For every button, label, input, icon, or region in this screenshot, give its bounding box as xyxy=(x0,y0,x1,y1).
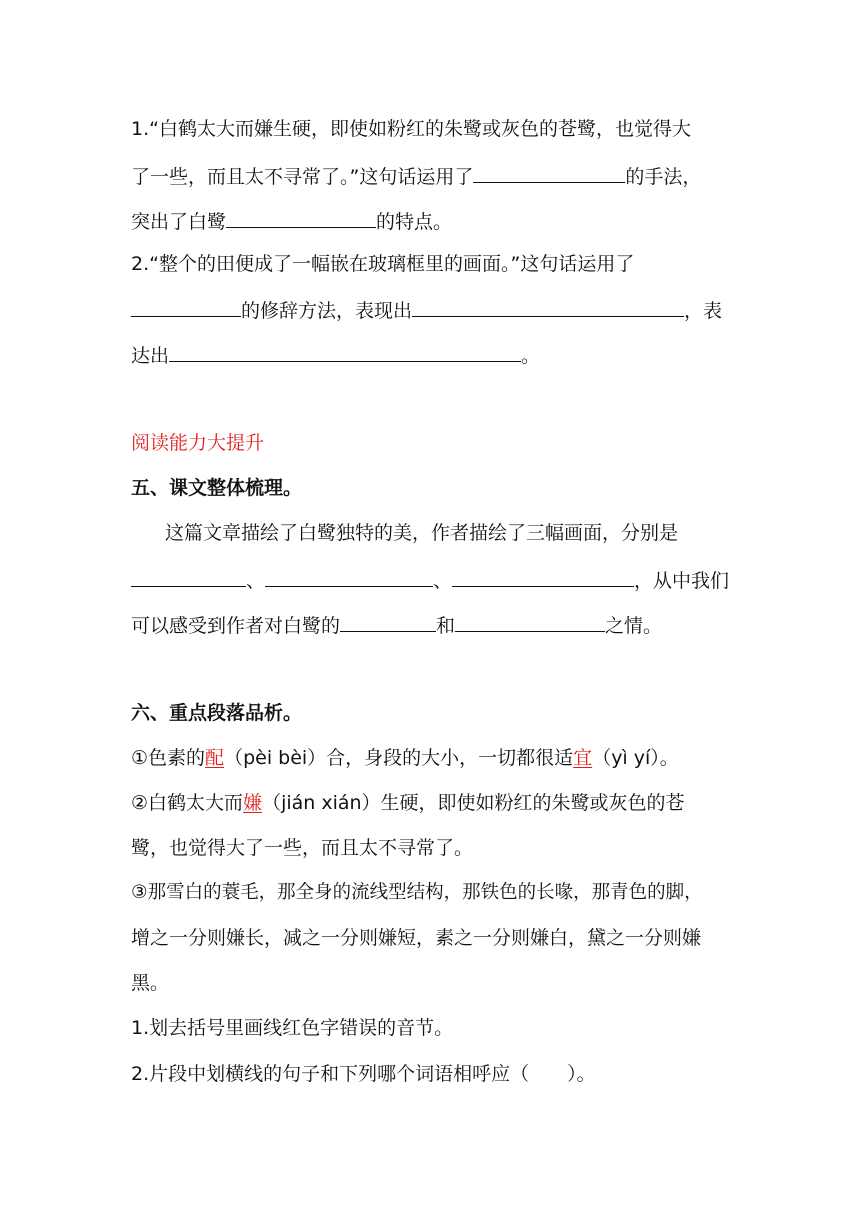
q5-line3-and: 和 xyxy=(436,615,456,637)
q6-para3-line3: 黑。 xyxy=(131,972,170,994)
q6-para2-text-a: ②白鹤太大而 xyxy=(131,792,244,814)
answer-blank-expresses[interactable] xyxy=(169,341,521,362)
q6-para2-line2: 鹭，也觉得大了一些，而且太不寻常了。 xyxy=(131,837,474,859)
q4-item2-line2-end: ，表 xyxy=(684,300,723,322)
answer-blank-scene1[interactable] xyxy=(131,566,246,587)
answer-blank-feeling1[interactable] xyxy=(340,611,436,632)
answer-blank-scene3[interactable] xyxy=(452,566,634,587)
q5-title: 五、课文整体梳理。 xyxy=(131,477,303,499)
q6-question1: 1.划去括号里画线红色字错误的音节。 xyxy=(131,1017,454,1039)
q5-line1: 这篇文章描绘了白鹭独特的美，作者描绘了三幅画面，分别是 xyxy=(165,522,679,544)
q5-line2 xyxy=(131,566,731,594)
answer-blank-technique[interactable] xyxy=(473,162,625,183)
q4-item2-line2-text: 的修辞方法，表现出 xyxy=(241,300,413,322)
q6-para1-red-char-yi: 宜 xyxy=(573,747,593,769)
q4-item2-line3-end: 。 xyxy=(521,345,541,367)
section-heading-reading: 阅读能力大提升 xyxy=(131,432,265,454)
q4-item1-line3 xyxy=(131,207,731,235)
q4-item1-line2-end: 的手法， xyxy=(625,166,702,188)
q5-line2-end: ，从中我们 xyxy=(634,570,730,592)
q6-para1-text-a: ①色素的 xyxy=(131,747,206,769)
q4-item2-line3-text: 达出 xyxy=(131,345,170,367)
q6-para3-line2: 增之一分则嫌长，减之一分则嫌短，素之一分则嫌白，黛之一分则嫌 xyxy=(131,927,702,949)
q6-para2-line1 xyxy=(131,790,731,816)
q4-item1-line3-end: 的特点。 xyxy=(376,211,453,233)
q6-para2-text-b: （jián xián）生硬，即使如粉红的朱鹭或灰色的苍 xyxy=(262,792,685,814)
q6-para1-text-c: （yì yí）。 xyxy=(592,747,679,769)
q5-separator-2: 、 xyxy=(433,570,453,592)
q6-para3-line1: ③那雪白的蓑毛，那全身的流线型结构，那铁色的长喙，那青色的脚， xyxy=(131,882,703,903)
q6-para1-red-char-pei: 配 xyxy=(205,747,225,769)
q4-item1-line1: 1.“白鹤太大而嫌生硬，即使如粉红的朱鹭或灰色的苍鹭，也觉得大 xyxy=(131,118,691,140)
q5-line3-end: 之情。 xyxy=(605,615,663,637)
answer-blank-feeling2[interactable] xyxy=(455,611,605,632)
answer-blank-rhetoric[interactable] xyxy=(131,296,241,317)
q5-line3-text: 可以感受到作者对白鹭的 xyxy=(131,615,341,637)
q4-item1-line2-text: 了一些，而且太不寻常了。”这句话运用了 xyxy=(131,166,474,188)
q6-title: 六、重点段落品析。 xyxy=(131,702,303,724)
q6-para1-text-b: （pèi bèi）合，身段的大小，一切都很适 xyxy=(224,747,574,769)
q4-item1-line3-text: 突出了白鹭 xyxy=(131,211,227,233)
answer-blank-shows[interactable] xyxy=(412,296,684,317)
q4-item2-line1: 2.“整个的田便成了一幅嵌在玻璃框里的画面。”这句话运用了 xyxy=(131,253,635,275)
q4-item1-line2 xyxy=(131,162,731,190)
q6-para1 xyxy=(131,745,731,771)
q5-line3 xyxy=(131,611,731,639)
q6-para2-red-char-xian: 嫌 xyxy=(243,792,263,814)
q4-item2-line3 xyxy=(131,341,731,369)
answer-blank-feature[interactable] xyxy=(226,207,376,228)
answer-blank-scene2[interactable] xyxy=(265,566,433,587)
q4-item2-line2 xyxy=(131,296,731,324)
q5-separator-1: 、 xyxy=(246,570,266,592)
q6-question2: 2.片段中划横线的句子和下列哪个词语相呼应（ ）。 xyxy=(131,1063,596,1085)
